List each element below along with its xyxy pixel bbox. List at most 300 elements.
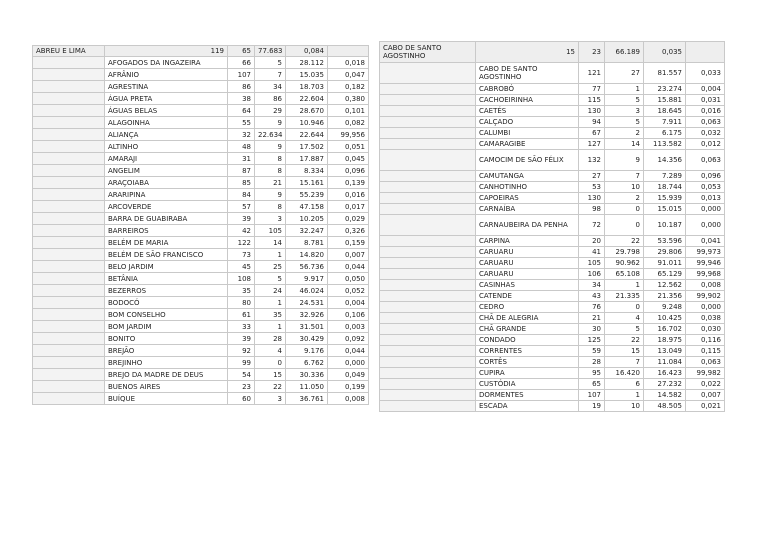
blank-cell: [33, 261, 105, 273]
value-cell: 84: [228, 189, 255, 201]
header-value-cell: 15: [476, 42, 579, 63]
value-cell: 10.205: [286, 213, 328, 225]
municipality-name-cell: CARUARU: [476, 269, 579, 280]
table-row: [33, 213, 369, 225]
value-cell: 67: [579, 128, 605, 139]
value-cell: 14.820: [286, 249, 328, 261]
value-cell: 86: [228, 81, 255, 93]
value-cell: 0,004: [328, 297, 369, 309]
value-cell: 0,029: [328, 213, 369, 225]
value-cell: 1: [255, 297, 286, 309]
table-row: [33, 345, 369, 357]
municipality-name-cell: BUÍQUE: [105, 393, 228, 405]
value-cell: 0: [605, 215, 644, 236]
value-cell: 105: [255, 225, 286, 237]
value-cell: 28.112: [286, 57, 328, 69]
value-cell: 99,946: [686, 258, 725, 269]
municipality-name-cell: BODOCÓ: [105, 297, 228, 309]
table-row: [380, 401, 725, 412]
value-cell: 19: [579, 401, 605, 412]
blank-cell: [33, 141, 105, 153]
table-row: [33, 69, 369, 81]
blank-cell: [33, 225, 105, 237]
municipality-name-cell: CARUARU: [476, 247, 579, 258]
value-cell: 99: [228, 357, 255, 369]
value-cell: 30: [579, 324, 605, 335]
municipality-name-cell: BONITO: [105, 333, 228, 345]
value-cell: 24: [255, 285, 286, 297]
value-cell: 18.703: [286, 81, 328, 93]
table-row: [33, 81, 369, 93]
municipality-name-cell: ANGELIM: [105, 165, 228, 177]
municipality-name-cell: ARAÇOIABA: [105, 177, 228, 189]
value-cell: 72: [579, 215, 605, 236]
value-cell: 41: [579, 247, 605, 258]
blank-cell: [33, 381, 105, 393]
value-cell: 122: [228, 237, 255, 249]
value-cell: 107: [228, 69, 255, 81]
value-cell: 6.175: [644, 128, 686, 139]
value-cell: 1: [605, 84, 644, 95]
municipality-name-cell: BELO JARDIM: [105, 261, 228, 273]
value-cell: 15: [255, 369, 286, 381]
table-row: [380, 390, 725, 401]
value-cell: 9.248: [644, 302, 686, 313]
table-row: [380, 63, 725, 84]
table-row: [33, 273, 369, 285]
value-cell: 5: [255, 57, 286, 69]
value-cell: 14: [605, 139, 644, 150]
table-row: [380, 171, 725, 182]
municipality-name-cell: CATENDE: [476, 291, 579, 302]
value-cell: 36.761: [286, 393, 328, 405]
blank-cell: [380, 106, 476, 117]
value-cell: 132: [579, 150, 605, 171]
value-cell: 130: [579, 106, 605, 117]
value-cell: 15.881: [644, 95, 686, 106]
value-cell: 28.670: [286, 105, 328, 117]
municipality-name-cell: CHÃ DE ALEGRIA: [476, 313, 579, 324]
value-cell: 0,000: [686, 302, 725, 313]
municipality-name-cell: ESCADA: [476, 401, 579, 412]
blank-cell: [380, 302, 476, 313]
value-cell: 99,968: [686, 269, 725, 280]
blank-cell: [380, 95, 476, 106]
value-cell: 53: [579, 182, 605, 193]
value-cell: 8: [255, 201, 286, 213]
municipality-name-cell: AMARAJI: [105, 153, 228, 165]
table-row: [33, 237, 369, 249]
value-cell: 65.108: [605, 269, 644, 280]
value-cell: 0,101: [328, 105, 369, 117]
value-cell: 16.702: [644, 324, 686, 335]
value-cell: 73: [228, 249, 255, 261]
value-cell: 1: [255, 321, 286, 333]
value-cell: 127: [579, 139, 605, 150]
table-row: [33, 177, 369, 189]
blank-cell: [33, 189, 105, 201]
table-header-row: [380, 42, 725, 63]
municipality-name-cell: CORTÊS: [476, 357, 579, 368]
value-cell: 0,096: [328, 165, 369, 177]
blank-cell: [380, 247, 476, 258]
municipality-name-cell: ALIANÇA: [105, 129, 228, 141]
municipality-name-cell: BELÉM DE MARIA: [105, 237, 228, 249]
value-cell: 94: [579, 117, 605, 128]
table-row: [380, 324, 725, 335]
value-cell: 0,047: [328, 69, 369, 81]
blank-cell: [380, 313, 476, 324]
table-row: [33, 105, 369, 117]
municipality-name-cell: CANHOTINHO: [476, 182, 579, 193]
municipality-name-cell: BELÉM DE SÃO FRANCISCO: [105, 249, 228, 261]
table-row: [380, 269, 725, 280]
table-row: [33, 57, 369, 69]
table-row: [380, 128, 725, 139]
table-row: [33, 225, 369, 237]
value-cell: 29.798: [605, 247, 644, 258]
value-cell: 77: [579, 84, 605, 95]
table-header-row: [33, 46, 369, 57]
value-cell: 0,018: [328, 57, 369, 69]
value-cell: 27: [605, 63, 644, 84]
value-cell: 32.247: [286, 225, 328, 237]
header-municipality-cell: ABREU E LIMA: [33, 46, 105, 57]
value-cell: 0,000: [328, 357, 369, 369]
table-row: [380, 357, 725, 368]
value-cell: 99,982: [686, 368, 725, 379]
blank-cell: [33, 297, 105, 309]
table-row: [33, 249, 369, 261]
table-row: [380, 84, 725, 95]
value-cell: 0,063: [686, 150, 725, 171]
value-cell: 32: [228, 129, 255, 141]
blank-cell: [380, 390, 476, 401]
value-cell: 13.049: [644, 346, 686, 357]
value-cell: 0,092: [328, 333, 369, 345]
table-row: [33, 297, 369, 309]
municipality-name-cell: BARRA DE GUABIRABA: [105, 213, 228, 225]
value-cell: 0,030: [686, 324, 725, 335]
value-cell: 0,041: [686, 236, 725, 247]
value-cell: 8: [255, 165, 286, 177]
table-row: [33, 285, 369, 297]
value-cell: 22.604: [286, 93, 328, 105]
right-data-table: [379, 41, 725, 412]
table-row: [380, 193, 725, 204]
value-cell: 8.781: [286, 237, 328, 249]
value-cell: 3: [255, 393, 286, 405]
value-cell: 15.161: [286, 177, 328, 189]
value-cell: 47.158: [286, 201, 328, 213]
table-row: [380, 182, 725, 193]
value-cell: 18.744: [644, 182, 686, 193]
municipality-name-cell: ARCOVERDE: [105, 201, 228, 213]
value-cell: 35: [228, 285, 255, 297]
blank-cell: [380, 139, 476, 150]
table-row: [380, 236, 725, 247]
value-cell: 0,004: [686, 84, 725, 95]
value-cell: 21: [255, 177, 286, 189]
value-cell: 27: [579, 171, 605, 182]
value-cell: 0,380: [328, 93, 369, 105]
table-row: [33, 369, 369, 381]
value-cell: 65: [579, 379, 605, 390]
blank-cell: [33, 333, 105, 345]
municipality-name-cell: CABO DE SANTO AGOSTINHO: [476, 63, 579, 84]
municipality-name-cell: ÁGUAS BELAS: [105, 105, 228, 117]
value-cell: 5: [605, 324, 644, 335]
value-cell: 76: [579, 302, 605, 313]
value-cell: 0: [255, 357, 286, 369]
value-cell: 0,022: [686, 379, 725, 390]
value-cell: 0: [605, 302, 644, 313]
value-cell: 10.425: [644, 313, 686, 324]
value-cell: 29: [255, 105, 286, 117]
value-cell: 42: [228, 225, 255, 237]
blank-cell: [380, 379, 476, 390]
value-cell: 56.736: [286, 261, 328, 273]
value-cell: 0,096: [686, 171, 725, 182]
value-cell: 21.335: [605, 291, 644, 302]
municipality-name-cell: CORRENTES: [476, 346, 579, 357]
municipality-name-cell: CEDRO: [476, 302, 579, 313]
value-cell: 108: [228, 273, 255, 285]
blank-cell: [33, 273, 105, 285]
value-cell: 0,199: [328, 381, 369, 393]
value-cell: 21.356: [644, 291, 686, 302]
header-value-cell: 77.683: [255, 46, 286, 57]
value-cell: 16.420: [605, 368, 644, 379]
municipality-name-cell: CARNAUBEIRA DA PENHA: [476, 215, 579, 236]
value-cell: 7.911: [644, 117, 686, 128]
table-row: [380, 139, 725, 150]
blank-cell: [380, 84, 476, 95]
municipality-name-cell: CARUARU: [476, 258, 579, 269]
value-cell: 57: [228, 201, 255, 213]
table-row: [33, 141, 369, 153]
value-cell: 0,003: [328, 321, 369, 333]
table-row: [380, 313, 725, 324]
value-cell: 0,044: [328, 345, 369, 357]
value-cell: 0,016: [686, 106, 725, 117]
value-cell: 80: [228, 297, 255, 309]
municipality-name-cell: ARARIPINA: [105, 189, 228, 201]
value-cell: 0,326: [328, 225, 369, 237]
value-cell: 0,063: [686, 357, 725, 368]
left-data-table: [32, 45, 369, 405]
value-cell: 10: [605, 401, 644, 412]
blank-cell: [380, 401, 476, 412]
value-cell: 85: [228, 177, 255, 189]
table-row: [380, 215, 725, 236]
municipality-name-cell: DORMENTES: [476, 390, 579, 401]
table-row: [33, 333, 369, 345]
value-cell: 34: [579, 280, 605, 291]
blank-cell: [380, 204, 476, 215]
value-cell: 20: [579, 236, 605, 247]
blank-cell: [33, 177, 105, 189]
blank-cell: [380, 182, 476, 193]
value-cell: 60: [228, 393, 255, 405]
value-cell: 9: [255, 141, 286, 153]
value-cell: 9: [255, 117, 286, 129]
blank-cell: [33, 369, 105, 381]
table-row: [33, 201, 369, 213]
blank-cell: [33, 117, 105, 129]
value-cell: 10.187: [644, 215, 686, 236]
value-cell: 0,031: [686, 95, 725, 106]
blank-cell: [33, 285, 105, 297]
value-cell: 8.334: [286, 165, 328, 177]
value-cell: 0,159: [328, 237, 369, 249]
value-cell: 14: [255, 237, 286, 249]
value-cell: 115: [579, 95, 605, 106]
value-cell: 0,007: [328, 249, 369, 261]
municipality-name-cell: BREJO DA MADRE DE DEUS: [105, 369, 228, 381]
value-cell: 18.645: [644, 106, 686, 117]
municipality-name-cell: ÁGUA PRETA: [105, 93, 228, 105]
municipality-name-cell: BOM JARDIM: [105, 321, 228, 333]
value-cell: 34: [255, 81, 286, 93]
value-cell: 61: [228, 309, 255, 321]
value-cell: 28: [579, 357, 605, 368]
value-cell: 0,045: [328, 153, 369, 165]
value-cell: 64: [228, 105, 255, 117]
value-cell: 31: [228, 153, 255, 165]
value-cell: 54: [228, 369, 255, 381]
value-cell: 95: [579, 368, 605, 379]
value-cell: 30.336: [286, 369, 328, 381]
value-cell: 86: [255, 93, 286, 105]
value-cell: 48.505: [644, 401, 686, 412]
value-cell: 121: [579, 63, 605, 84]
municipality-name-cell: AFOGADOS DA INGAZEIRA: [105, 57, 228, 69]
value-cell: 106: [579, 269, 605, 280]
table-row: [380, 117, 725, 128]
value-cell: 107: [579, 390, 605, 401]
value-cell: 11.050: [286, 381, 328, 393]
value-cell: 5: [605, 117, 644, 128]
value-cell: 0,049: [328, 369, 369, 381]
blank-cell: [33, 237, 105, 249]
value-cell: 0,182: [328, 81, 369, 93]
value-cell: 1: [255, 249, 286, 261]
blank-cell: [33, 81, 105, 93]
value-cell: 11.084: [644, 357, 686, 368]
blank-cell: [380, 258, 476, 269]
municipality-name-cell: BOM CONSELHO: [105, 309, 228, 321]
value-cell: 5: [605, 95, 644, 106]
header-value-cell: 23: [579, 42, 605, 63]
value-cell: 0,082: [328, 117, 369, 129]
value-cell: 0,139: [328, 177, 369, 189]
table-row: [33, 153, 369, 165]
value-cell: 0,000: [686, 215, 725, 236]
header-municipality-cell: CABO DE SANTO AGOSTINHO: [380, 42, 476, 63]
municipality-name-cell: ALAGOINHA: [105, 117, 228, 129]
value-cell: 43: [579, 291, 605, 302]
value-cell: 21: [579, 313, 605, 324]
value-cell: 6: [605, 379, 644, 390]
value-cell: 39: [228, 333, 255, 345]
blank-cell: [380, 280, 476, 291]
value-cell: 0,017: [328, 201, 369, 213]
value-cell: 0,038: [686, 313, 725, 324]
value-cell: 0,106: [328, 309, 369, 321]
value-cell: 9.917: [286, 273, 328, 285]
blank-cell: [33, 321, 105, 333]
value-cell: 99,973: [686, 247, 725, 258]
value-cell: 2: [605, 193, 644, 204]
value-cell: 0,050: [328, 273, 369, 285]
table-row: [380, 379, 725, 390]
value-cell: 0,033: [686, 63, 725, 84]
municipality-name-cell: CALÇADO: [476, 117, 579, 128]
table-row: [380, 335, 725, 346]
blank-cell: [380, 291, 476, 302]
value-cell: 0: [605, 204, 644, 215]
municipality-name-cell: CHÃ GRANDE: [476, 324, 579, 335]
table-row: [33, 321, 369, 333]
value-cell: 9: [255, 189, 286, 201]
value-cell: 7: [255, 69, 286, 81]
value-cell: 10: [605, 182, 644, 193]
value-cell: 28: [255, 333, 286, 345]
value-cell: 7.289: [644, 171, 686, 182]
municipality-name-cell: CAMOCIM DE SÃO FÉLIX: [476, 150, 579, 171]
value-cell: 105: [579, 258, 605, 269]
municipality-name-cell: CAETÉS: [476, 106, 579, 117]
table-row: [380, 280, 725, 291]
municipality-name-cell: CABROBÓ: [476, 84, 579, 95]
value-cell: 5: [255, 273, 286, 285]
value-cell: 29.806: [644, 247, 686, 258]
value-cell: 125: [579, 335, 605, 346]
value-cell: 65.129: [644, 269, 686, 280]
value-cell: 99,956: [328, 129, 369, 141]
value-cell: 6.762: [286, 357, 328, 369]
blank-cell: [380, 346, 476, 357]
value-cell: 4: [255, 345, 286, 357]
municipality-name-cell: BETÂNIA: [105, 273, 228, 285]
blank-cell: [380, 63, 476, 84]
value-cell: 7: [605, 171, 644, 182]
value-cell: 24.531: [286, 297, 328, 309]
value-cell: 22: [605, 335, 644, 346]
value-cell: 3: [605, 106, 644, 117]
municipality-name-cell: BUENOS AIRES: [105, 381, 228, 393]
municipality-name-cell: AFRÂNIO: [105, 69, 228, 81]
blank-cell: [33, 213, 105, 225]
value-cell: 46.024: [286, 285, 328, 297]
municipality-name-cell: BEZERROS: [105, 285, 228, 297]
value-cell: 15.939: [644, 193, 686, 204]
value-cell: 0,115: [686, 346, 725, 357]
value-cell: 38: [228, 93, 255, 105]
value-cell: 17.887: [286, 153, 328, 165]
blank-cell: [380, 215, 476, 236]
table-row: [33, 93, 369, 105]
table-row: [33, 381, 369, 393]
blank-cell: [33, 345, 105, 357]
blank-cell: [380, 128, 476, 139]
value-cell: 81.557: [644, 63, 686, 84]
value-cell: 92: [228, 345, 255, 357]
value-cell: 91.011: [644, 258, 686, 269]
municipality-name-cell: CASINHAS: [476, 280, 579, 291]
value-cell: 23.274: [644, 84, 686, 95]
